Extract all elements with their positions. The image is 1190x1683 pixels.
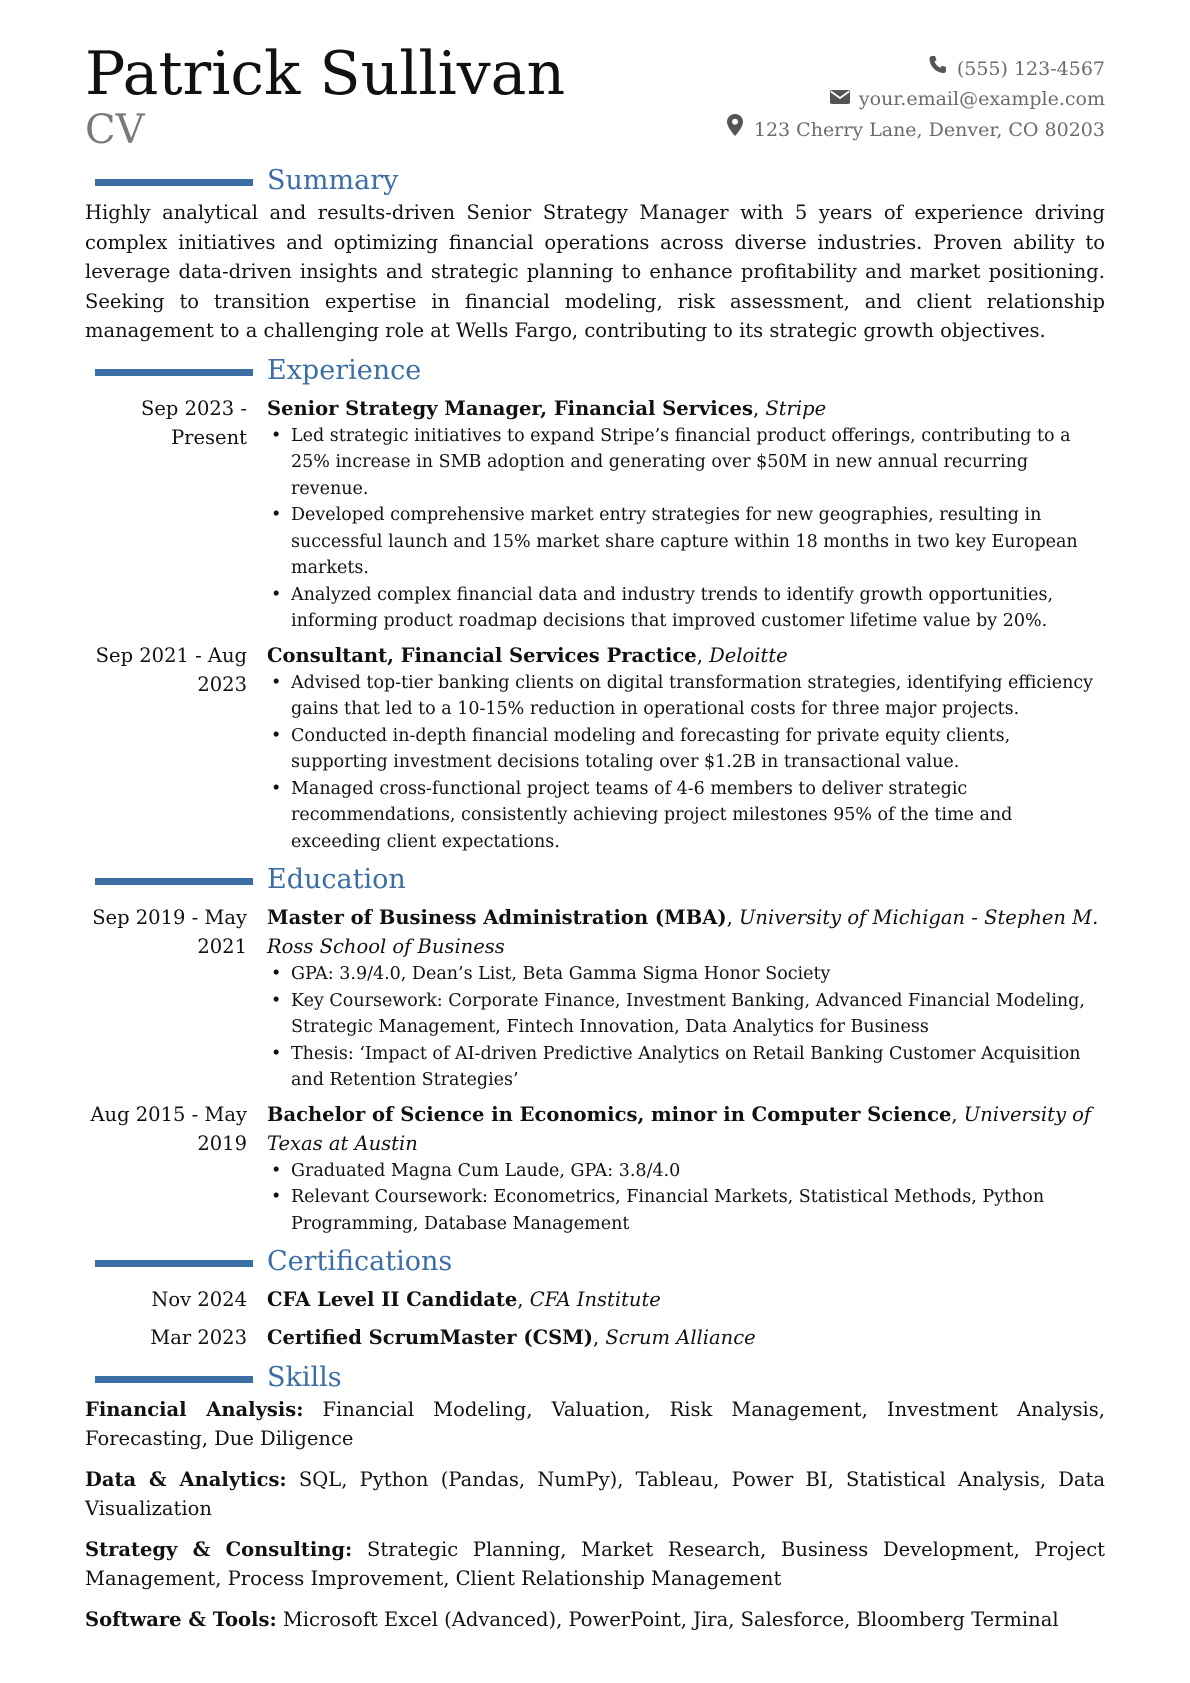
list-item: • GPA: 3.9/4.0, Dean’s List, Beta Gamma Sigma Honor Society (291, 961, 1105, 988)
list-item: • Advised top-tier banking clients on digital transformation strategies, identifying efficiency gains that led to a 10-15% reduction in operational costs for three major projects. (291, 670, 1105, 723)
entry-title: Bachelor of Science in Economics, minor in Computer Science, University of Texas at Austin (267, 1102, 1092, 1155)
section-title: Education (267, 864, 406, 895)
skills-row (85, 1465, 1105, 1523)
organization: Stripe (765, 396, 827, 420)
document-type: CV (85, 107, 145, 153)
entry-title: Consultant, Financial Services Practice, Deloitte (267, 643, 788, 667)
header (85, 40, 1105, 160)
list-item: • Key Coursework: Corporate Finance, Investment Banking, Advanced Financial Modeling, Strategic Management, Fintech Innovation, Data Analytics for Business (291, 988, 1105, 1041)
list-item: • Thesis: ‘Impact of AI-driven Predictive Analytics on Retail Banking Customer Acquisition and Retention Strategies’ (291, 1041, 1105, 1094)
envelope-icon (829, 84, 851, 114)
bullet-list (267, 1158, 1105, 1238)
list-item: • Relevant Coursework: Econometrics, Financial Markets, Statistical Methods, Python Programming, Database Management (291, 1184, 1105, 1237)
contact-email (724, 84, 1105, 114)
skill-items: Financial Modeling, Valuation, Risk Management, Investment Analysis, Forecasting, Due Diligence (85, 1398, 1105, 1450)
section-bar (95, 1260, 253, 1267)
institution: University of Texas at Austin (267, 1102, 1092, 1155)
entry-date: Sep 2023 - Present (141, 396, 247, 449)
skill-category: Financial Analysis: (85, 1398, 304, 1421)
certification-title: Certified ScrumMaster (CSM) (267, 1326, 593, 1349)
skill-category: Strategy & Consulting: (85, 1538, 353, 1561)
section-title: Summary (267, 165, 399, 196)
section-bar (95, 1376, 253, 1383)
bullet-list (267, 670, 1105, 856)
list-item: • Graduated Magna Cum Laude, GPA: 3.8/4.0 (291, 1158, 1105, 1185)
entry-date: Nov 2024 (151, 1288, 247, 1311)
skill-items: SQL, Python (Pandas, NumPy), Tableau, Power BI, Statistical Analysis, Data Visualization (85, 1468, 1106, 1520)
section-bar (95, 878, 253, 885)
email-address[interactable]: your.email@example.com (858, 88, 1105, 110)
skills-row (85, 1535, 1105, 1593)
entry-date: Sep 2019 - May 2021 (92, 906, 247, 958)
education-entry (85, 903, 1105, 1094)
skill-category: Software & Tools: (85, 1608, 277, 1631)
section-title: Experience (267, 354, 422, 386)
person-name: Patrick Sullivan (85, 39, 566, 109)
list-item: • Developed comprehensive market entry strategies for new geographies, resulting in successful launch and 15% market share capture within 18 months in two key European markets. (291, 502, 1105, 582)
skills-row (85, 1605, 1105, 1634)
list-item: • Analyzed complex financial data and industry trends to identify growth opportunities, informing product roadmap decisions that improved customer lifetime value by 20%. (291, 582, 1105, 635)
certification-title: CFA Level II Candidate (267, 1288, 518, 1311)
street-address: 123 Cherry Lane, Denver, CO 80203 (753, 119, 1105, 141)
section-experience-heading (85, 354, 1105, 388)
phone-number[interactable]: (555) 123-4567 (956, 58, 1105, 80)
section-education-heading (85, 863, 1105, 897)
entry-title: Certified ScrumMaster (CSM), Scrum Alliance (267, 1326, 756, 1349)
entry-date: Sep 2021 - Aug 2023 (95, 643, 247, 696)
contact-info (724, 54, 1105, 145)
certification-entry (85, 1283, 1105, 1317)
list-item: • Managed cross-functional project teams of 4-6 members to deliver strategic recommendations, consistently achieving project milestones 95% of the time and exceeding client expectations. (291, 776, 1105, 856)
skill-items: Microsoft Excel (Advanced), PowerPoint, Jira, Salesforce, Bloomberg Terminal (282, 1608, 1059, 1631)
contact-address (724, 114, 1105, 145)
entry-date: Aug 2015 - May 2019 (90, 1102, 247, 1155)
map-marker-icon (724, 114, 746, 145)
section-title: Certifications (267, 1246, 453, 1277)
experience-entry (85, 394, 1105, 635)
skill-items: Strategic Planning, Market Research, Business Development, Project Management, Process Improvement, Client Relationship Management (85, 1538, 1105, 1590)
entry-title: Master of Business Administration (MBA), University of Michigan - Stephen M. Ross School of Business (267, 906, 1099, 958)
cv-page (85, 40, 1105, 1646)
certification-entry (85, 1321, 1105, 1355)
contact-phone (724, 54, 1105, 84)
section-certifications-heading (85, 1245, 1105, 1279)
phone-icon (927, 54, 949, 84)
job-title: Senior Strategy Manager, Financial Services (267, 396, 753, 420)
section-title: Skills (267, 1362, 342, 1393)
entry-title: CFA Level II Candidate, CFA Institute (267, 1288, 661, 1311)
skills-row (85, 1395, 1105, 1453)
summary-text: Highly analytical and results-driven Senior Strategy Manager with 5 years of experience driving complex initiatives and optimizing financial operations across diverse industries. Proven ability to leverage data-driven insights and strategic planning to enhance profitability and market positioning. Seeking to transition expertise in financial modeling, risk assessment, and client relationship management to a challenging role at Wells Fargo, contributing to its strategic growth objectives. (85, 201, 1105, 342)
experience-entry (85, 641, 1105, 856)
institution: University of Michigan - Stephen M. Ross School of Business (267, 906, 1099, 958)
bullet-list (267, 423, 1105, 635)
list-item: • Conducted in-depth financial modeling and forecasting for private equity clients, supporting investment decisions totaling over $1.2B in transactional value. (291, 723, 1105, 776)
issuer: CFA Institute (529, 1288, 661, 1311)
list-item: • Led strategic initiatives to expand Stripe’s financial product offerings, contributing to a 25% increase in SMB adoption and generating over $50M in new annual recurring revenue. (291, 423, 1105, 503)
entry-title: Senior Strategy Manager, Financial Services, Stripe (267, 396, 827, 420)
issuer: Scrum Alliance (605, 1326, 756, 1349)
organization: Deloitte (709, 643, 788, 667)
section-bar (95, 369, 253, 376)
job-title: Consultant, Financial Services Practice (267, 643, 697, 667)
degree-title: Master of Business Administration (MBA) (267, 906, 727, 929)
section-bar (95, 179, 253, 186)
education-entry (85, 1100, 1105, 1238)
section-skills-heading (85, 1361, 1105, 1395)
skill-category: Data & Analytics: (85, 1468, 287, 1491)
degree-title: Bachelor of Science in Economics, minor in Computer Science (267, 1102, 952, 1126)
section-summary-heading (85, 164, 1105, 198)
bullet-list (267, 961, 1105, 1094)
entry-date: Mar 2023 (150, 1326, 247, 1349)
